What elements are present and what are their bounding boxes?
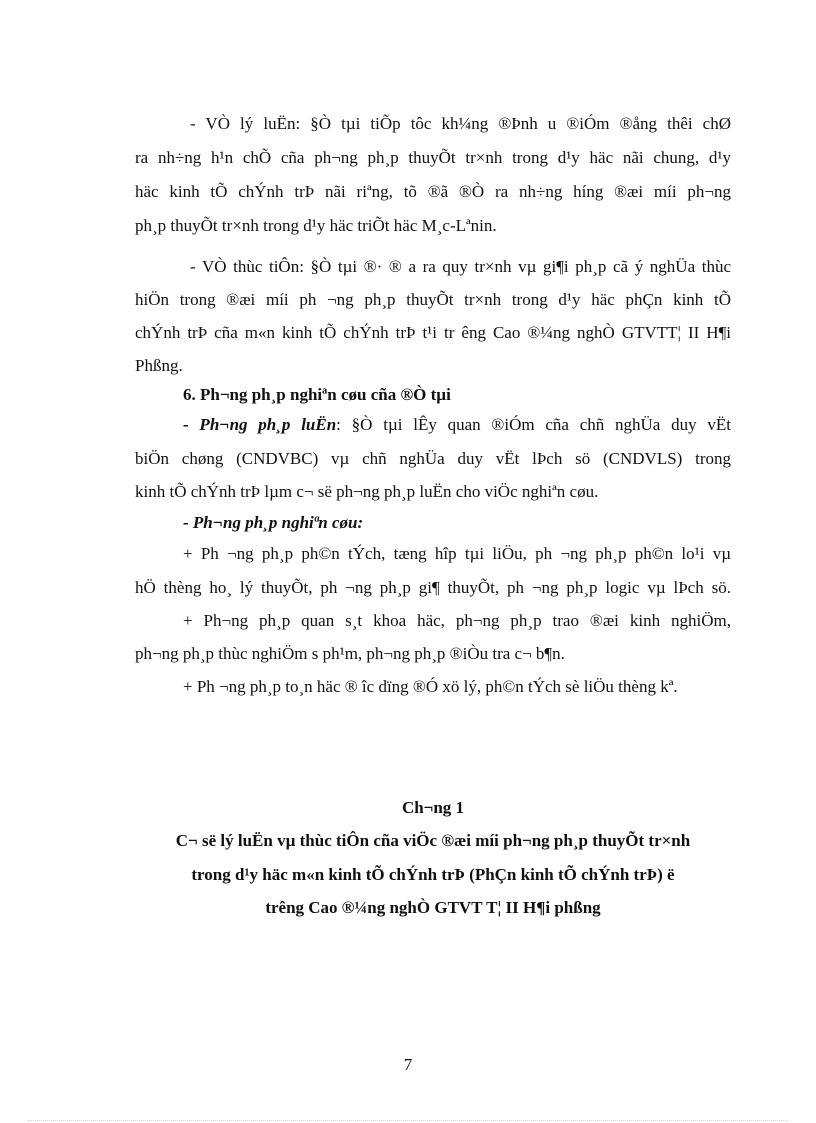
paragraph-line: biÖn chøng (CNDVBC) vµ chñ nghÜa duy vËt lÞch sö (CNDVLS) trong <box>135 449 731 468</box>
paragraph-line: hiÖn trong ®æi míi ph ¬ng ph¸p thuyÕt tr×nh trong d¹y häc phÇn kinh tÕ <box>135 290 731 309</box>
section-heading: 6. Ph¬ng ph¸p nghiªn cøu cña ®Ò tµi <box>183 385 451 404</box>
method-label: - Ph¬ng ph¸p luËn <box>183 415 337 434</box>
chapter-title-line: trêng Cao ®¼ng nghÒ GTVT T¦ II H¶i phßng <box>265 898 601 917</box>
paragraph-line <box>183 414 731 436</box>
subsection-heading: - Ph¬ng ph¸p nghiªn cøu: <box>183 513 364 532</box>
paragraph-line: + Ph ¬ng ph¸p ph©n tÝch, tæng hîp tµi liÖu, ph ¬ng ph¸p ph©n lo¹i vµ <box>183 544 731 563</box>
paragraph-line: ph¸p thuyÕt tr×nh trong d¹y häc triÕt häc M¸c-Lªnin. <box>135 216 497 235</box>
paragraph-line: - VÒ thùc tiÔn: §Ò tµi ®· ® a ra quy tr×nh vµ gi¶i ph¸p cã ý nghÜa thùc <box>190 257 731 276</box>
chapter-label: Ch¬ng 1 <box>401 798 465 817</box>
chapter-title-line: trong d¹y häc m«n kinh tÕ chÝnh trÞ (PhÇn kinh tÕ chÝnh trÞ) ë <box>191 865 675 884</box>
chapter-title-line: C¬ së lý luËn vµ thùc tiÔn cña viÖc ®æi míi ph¬ng ph¸p thuyÕt tr×nh <box>175 831 691 850</box>
paragraph-line: + Ph ¬ng ph¸p to¸n häc ® îc dïng ®Ó xö lý, ph©n tÝch sè liÖu thèng kª. <box>183 677 678 696</box>
paragraph-line: - VÒ lý luËn: §Ò tµi tiÕp tôc kh¼ng ®Þnh u ®iÓm ®ång thêi chØ <box>190 114 731 133</box>
paragraph-line: ph¬ng ph¸p thùc nghiÖm s ph¹m, ph¬ng ph¸p ®iÒu tra c¬ b¶n. <box>135 644 565 663</box>
paragraph-line: ra nh÷ng h¹n chÕ cña ph¬ng ph¸p thuyÕt tr×nh trong d¹y häc nãi chung, d¹y <box>135 148 731 167</box>
paragraph-line: hÖ thèng ho¸ lý thuyÕt, ph ¬ng ph¸p gi¶ thuyÕt, ph ¬ng ph¸p logic vµ lÞch sö. <box>135 578 731 597</box>
paragraph-line: chÝnh trÞ cña m«n kinh tÕ chÝnh trÞ t¹i tr êng Cao ®¼ng nghÒ GTVTT¦ II H¶i <box>135 323 731 342</box>
paragraph-line: + Ph¬ng ph¸p quan s¸t khoa häc, ph¬ng ph¸p trao ®æi kinh nghiÖm, <box>183 611 731 630</box>
page-number: 7 <box>403 1055 413 1074</box>
paragraph-line: häc kinh tÕ chÝnh trÞ nãi riªng, tõ ®ã ®Ò ra nh÷ng híng ®æi míi ph¬ng <box>135 182 731 201</box>
paragraph-line: Phßng. <box>135 356 183 375</box>
method-text: : §Ò tµi lÊy quan ®iÓm cña chñ nghÜa duy vËt <box>336 415 731 434</box>
page-bottom-rule <box>28 1120 788 1121</box>
paragraph-line: kinh tÕ chÝnh trÞ lµm c¬ së ph¬ng ph¸p luËn cho viÖc nghiªn cøu. <box>135 482 599 501</box>
